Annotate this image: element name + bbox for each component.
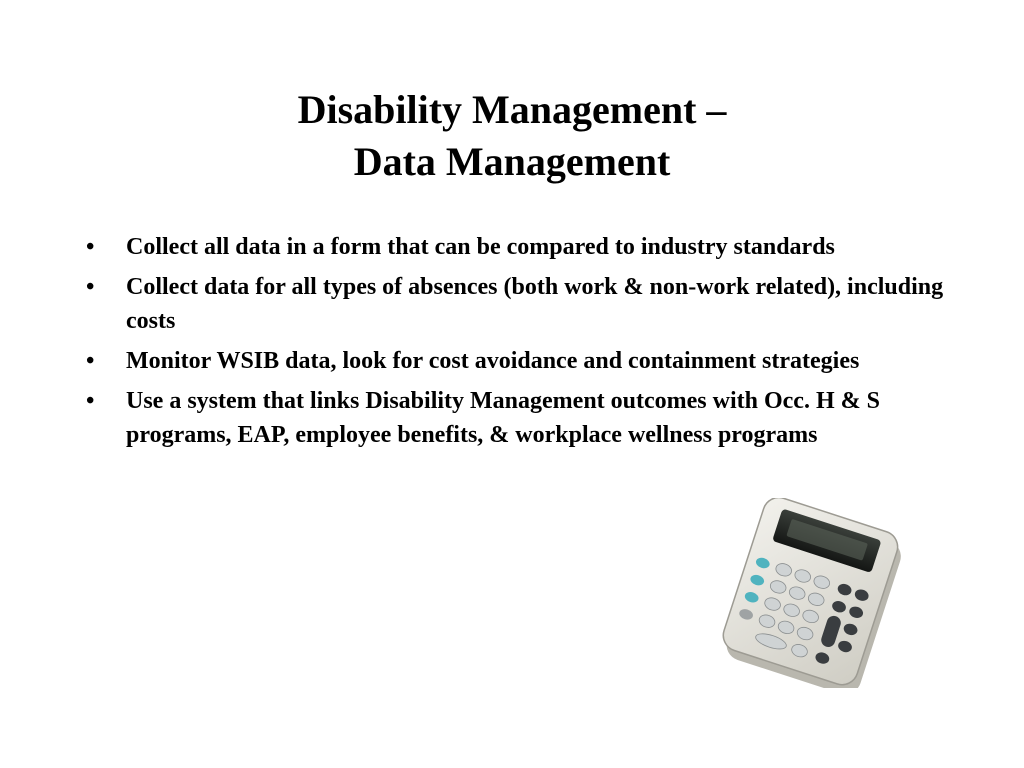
bullet-text: Collect all data in a form that can be compared to industry standards xyxy=(126,234,835,260)
bullet-marker: • xyxy=(86,234,95,260)
slide-title-line-2: Data Management xyxy=(353,139,671,184)
bullet-list xyxy=(86,230,946,458)
bullet-marker: • xyxy=(86,388,95,414)
bullet-item xyxy=(86,344,946,378)
bullet-text: Use a system that links Disability Management outcomes with Occ. H & S programs, EAP, employee benefits, & workplace wellness programs xyxy=(126,388,880,448)
bullet-item xyxy=(86,270,946,338)
bullet-text: Collect data for all types of absences (both work & non-work related), including costs xyxy=(126,274,944,334)
slide-title-line-1: Disability Management – xyxy=(297,87,727,132)
bullet-item xyxy=(86,230,946,264)
slide-title xyxy=(0,84,1024,188)
bullet-marker: • xyxy=(86,348,95,374)
bullet-text: Monitor WSIB data, look for cost avoidance and containment strategies xyxy=(126,348,860,374)
bullet-item xyxy=(86,384,946,452)
bullet-marker: • xyxy=(86,274,95,300)
calculator-icon xyxy=(718,498,908,688)
